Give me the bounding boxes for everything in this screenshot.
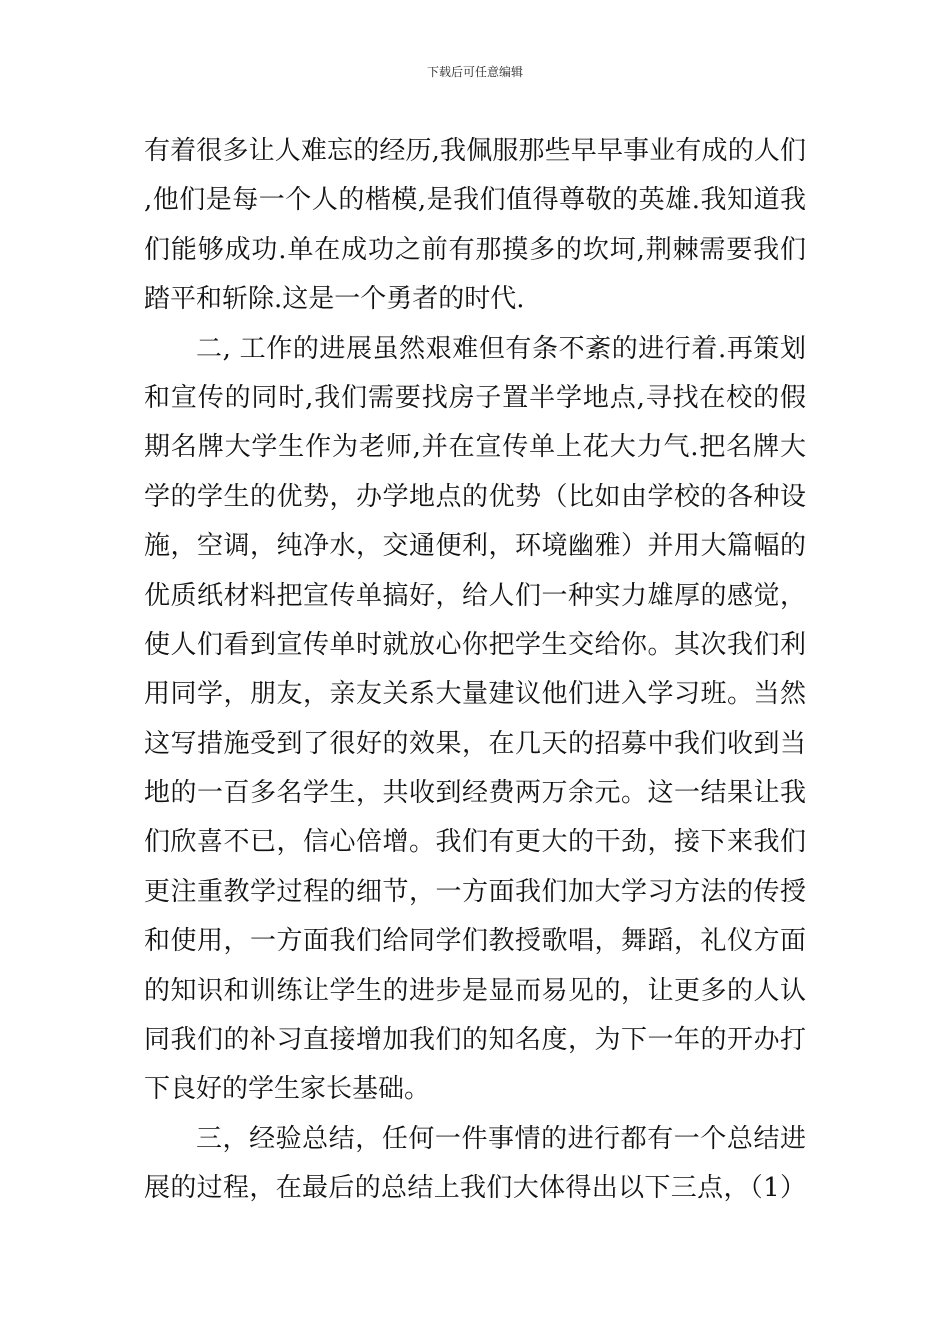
text-line: 展的过程，在最后的总结上我们大体得出以下三点，（1） xyxy=(144,1173,806,1204)
text-line: 和宣传的同时,我们需要找房子置半学地点,寻找在校的假 xyxy=(144,382,806,413)
text-line: 优质纸材料把宣传单搞好，给人们一种实力雄厚的感觉， xyxy=(144,580,806,611)
text-line: 施，空调，纯净水，交通便利，环境幽雅）并用大篇幅的 xyxy=(144,531,806,562)
text-line: 这写措施受到了很好的效果，在几天的招募中我们收到当 xyxy=(144,728,806,759)
text-line: 期名牌大学生作为老师,并在宣传单上花大力气.把名牌大 xyxy=(144,432,806,463)
text-line: 更注重教学过程的细节，一方面我们加大学习方法的传授 xyxy=(144,876,806,907)
text-line: 有着很多让人难忘的经历,我佩服那些早早事业有成的人们 xyxy=(144,136,806,166)
paragraph-3-start: 三，经验总结，任何一件事情的进行都有一个总结进 xyxy=(196,1123,806,1154)
text-line: 学的学生的优势，办学地点的优势（比如由学校的各种设 xyxy=(144,481,806,512)
text-line: 们能够成功.单在成功之前有那摸多的坎坷,荆棘需要我们 xyxy=(144,234,806,265)
text-line: 地的一百多名学生，共收到经费两万余元。这一结果让我 xyxy=(144,778,806,809)
text-line: 用同学，朋友，亲友关系大量建议他们进入学习班。当然 xyxy=(144,679,806,710)
text-line: 踏平和斩除.这是一个勇者的时代. xyxy=(144,284,525,315)
text-line: 同我们的补习直接增加我们的知名度，为下一年的开办打 xyxy=(144,1025,806,1056)
body-text xyxy=(144,127,806,1214)
text-line: 和使用，一方面我们给同学们教授歌唱，舞蹈，礼仪方面 xyxy=(144,926,806,957)
text-line: ,他们是每一个人的楷模,是我们值得尊敬的英雄.我知道我 xyxy=(144,185,806,216)
text-line: 的知识和训练让学生的进步是显而易见的，让更多的人认 xyxy=(144,975,806,1006)
text-line: 使人们看到宣传单时就放心你把学生交给你。其次我们利 xyxy=(144,629,806,660)
paragraph-2-start: 二, 工作的进展虽然艰难但有条不紊的进行着.再策划 xyxy=(196,333,806,364)
page-header: 下载后可任意编辑 xyxy=(426,65,523,79)
text-line: 们欣喜不已，信心倍增。我们有更大的干劲，接下来我们 xyxy=(144,827,806,858)
text-line: 下良好的学生家长基础。 xyxy=(144,1074,431,1105)
